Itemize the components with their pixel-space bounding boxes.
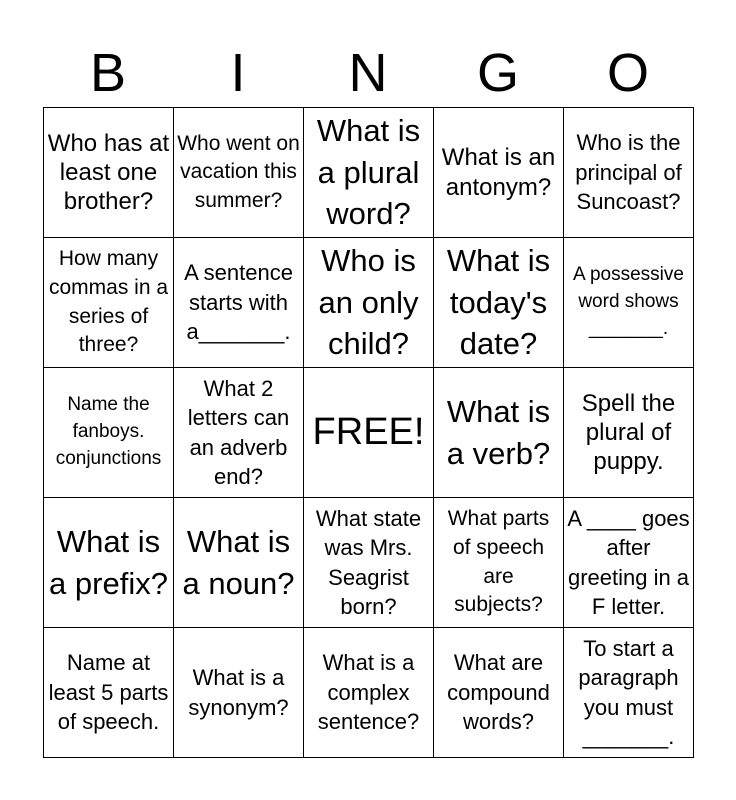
bingo-cell: Who went on vacation this summer?: [174, 108, 304, 238]
free-space: FREE!: [304, 368, 434, 498]
bingo-cell: A possessive word shows _______.: [564, 238, 694, 368]
header-letter-g: G: [476, 43, 519, 103]
bingo-cell: Name the fanboys. conjunctions: [44, 368, 174, 498]
header-letter-i: I: [230, 43, 246, 103]
bingo-cell: To start a paragraph you must _______.: [564, 628, 694, 758]
bingo-cell: Who is the principal of Suncoast?: [564, 108, 694, 238]
header-letter-o: O: [606, 43, 649, 103]
bingo-cell: What 2 letters can an adverb end?: [174, 368, 304, 498]
bingo-cell: What is a prefix?: [44, 498, 174, 628]
bingo-cell: What state was Mrs. Seagrist born?: [304, 498, 434, 628]
bingo-board: [43, 107, 694, 758]
bingo-cell: What is a plural word?: [304, 108, 434, 238]
header-letter-b: B: [89, 43, 127, 103]
bingo-cell: A ____ goes after greeting in a F letter.: [564, 498, 694, 628]
bingo-cell: Who is an only child?: [304, 238, 434, 368]
bingo-cell: Who has at least one brother?: [44, 108, 174, 238]
bingo-cell: What is a verb?: [434, 368, 564, 498]
bingo-cell: What is a complex sentence?: [304, 628, 434, 758]
header-letter-n: N: [348, 43, 388, 103]
bingo-cell: What are compound words?: [434, 628, 564, 758]
bingo-cell: What is a synonym?: [174, 628, 304, 758]
bingo-cell: Spell the plural of puppy.: [564, 368, 694, 498]
bingo-cell: Name at least 5 parts of speech.: [44, 628, 174, 758]
bingo-cell: What is an antonym?: [434, 108, 564, 238]
bingo-cell: A sentence starts with a_______.: [174, 238, 304, 368]
bingo-cell: How many commas in a series of three?: [44, 238, 174, 368]
bingo-cell: What is a noun?: [174, 498, 304, 628]
bingo-cell: What is today's date?: [434, 238, 564, 368]
bingo-header: [43, 40, 693, 106]
bingo-cell: What parts of speech are subjects?: [434, 498, 564, 628]
